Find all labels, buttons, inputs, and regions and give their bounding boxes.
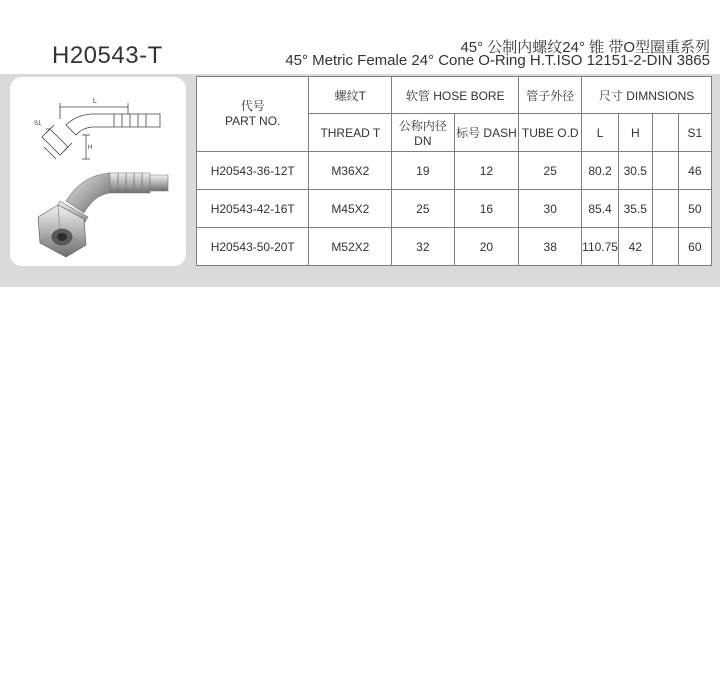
product-image-card bbox=[10, 77, 186, 266]
header-dim-s1: S1 bbox=[678, 114, 711, 152]
table-row bbox=[197, 228, 712, 266]
cell-l: 80.2 bbox=[582, 152, 619, 190]
cell-thread: M36X2 bbox=[309, 152, 392, 190]
cell-blank bbox=[652, 152, 678, 190]
header-tube-cn: 管子外径 bbox=[519, 77, 582, 114]
table-row bbox=[197, 190, 712, 228]
cell-part: H20543-42-16T bbox=[197, 190, 309, 228]
header-thread-cn: 螺纹T bbox=[309, 77, 392, 114]
part-number-title: H20543-T bbox=[52, 42, 163, 69]
cell-tube: 25 bbox=[519, 152, 582, 190]
cell-dn: 19 bbox=[392, 152, 454, 190]
cell-dn: 32 bbox=[392, 228, 454, 266]
cell-l: 110.75 bbox=[582, 228, 619, 266]
cell-s1: 60 bbox=[678, 228, 711, 266]
title-english: 45° Metric Female 24° Cone O-Ring H.T.ISO 12151-2-DIN 3865 bbox=[285, 52, 710, 69]
header-hose-dash: 标号 DASH bbox=[454, 114, 519, 152]
header-dim-l: L bbox=[582, 114, 619, 152]
cell-dash: 20 bbox=[454, 228, 519, 266]
cell-tube: 30 bbox=[519, 190, 582, 228]
header-part-no-cn: 代号 bbox=[240, 99, 265, 113]
cell-thread: M45X2 bbox=[309, 190, 392, 228]
cell-l: 85.4 bbox=[582, 190, 619, 228]
title-chinese: 45° 公制内螺纹24° 锥 带O型圈重系列 bbox=[460, 39, 710, 56]
cell-part: H20543-36-12T bbox=[197, 152, 309, 190]
header-hose-dn: 公称内径 DN bbox=[392, 114, 454, 152]
label-h: H bbox=[88, 145, 93, 151]
header-dim-blank bbox=[652, 114, 678, 152]
cell-dash: 16 bbox=[454, 190, 519, 228]
header-dim-h: H bbox=[618, 114, 652, 152]
technical-drawing bbox=[42, 103, 160, 159]
cell-h: 42 bbox=[618, 228, 652, 266]
label-s1: S1 bbox=[34, 121, 42, 127]
header-dimensions: 尺寸 DIMNSIONS bbox=[582, 77, 712, 114]
cell-dash: 12 bbox=[454, 152, 519, 190]
fitting-drawing bbox=[10, 77, 186, 266]
cell-h: 35.5 bbox=[618, 190, 652, 228]
cell-blank bbox=[652, 190, 678, 228]
fitting-render bbox=[38, 173, 168, 257]
cell-s1: 50 bbox=[678, 190, 711, 228]
header-tube-en: TUBE O.D bbox=[519, 114, 582, 152]
cell-part: H20543-50-20T bbox=[197, 228, 309, 266]
spec-table bbox=[196, 76, 712, 266]
cell-tube: 38 bbox=[519, 228, 582, 266]
cell-h: 30.5 bbox=[618, 152, 652, 190]
cell-dn: 25 bbox=[392, 190, 454, 228]
cell-s1: 46 bbox=[678, 152, 711, 190]
header-hose-bore: 软管 HOSE BORE bbox=[392, 77, 519, 114]
cell-blank bbox=[652, 228, 678, 266]
header-thread-en: THREAD T bbox=[309, 114, 392, 152]
table-row bbox=[197, 152, 712, 190]
header-part-no-en: PART NO. bbox=[225, 114, 281, 128]
cell-thread: M52X2 bbox=[309, 228, 392, 266]
header-part-no bbox=[197, 77, 309, 152]
label-l: L bbox=[93, 98, 97, 105]
